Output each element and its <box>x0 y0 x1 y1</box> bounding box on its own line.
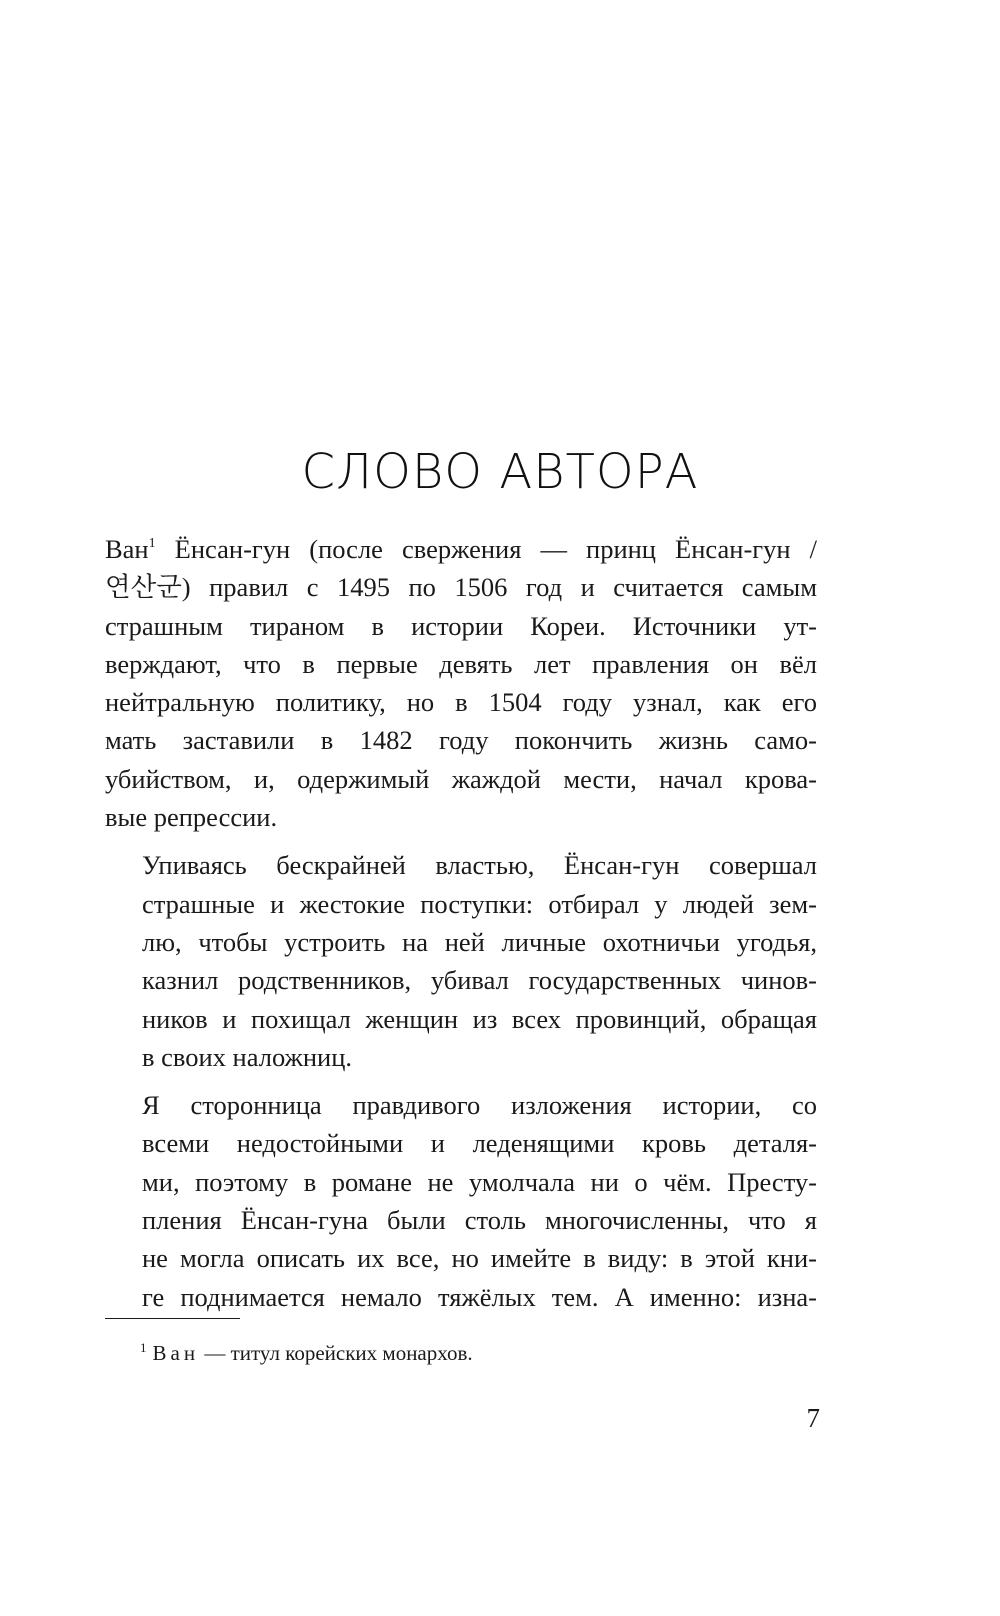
text-line: нейтральную политику, но в 1504 году узнал, как его <box>105 687 817 718</box>
text-line: ми, поэтому в романе не умолчала ни о чём. Престу- <box>142 1166 817 1197</box>
chapter-title: СЛОВО АВТОРА <box>301 444 699 500</box>
text-line: в своих наложниц. <box>142 1041 353 1072</box>
text-line: страшные и жестокие поступки: отбирал у людей зем- <box>142 888 817 919</box>
paragraph <box>105 530 817 836</box>
footnote-text: — титул корейских монархов. <box>199 1341 473 1365</box>
paragraph <box>105 1086 817 1316</box>
text-line: верждают, что в первые девять лет правления он вёл <box>105 648 817 679</box>
text-line: мать заставили в 1482 году покончить жизнь само- <box>105 725 817 756</box>
text-line: Ван$^1$ Ёнсан-гун (после свержения — принц Ёнсан-гун / <box>105 534 817 564</box>
body-text <box>105 530 817 1316</box>
text-line: страшным тираном в истории Кореи. Источники ут- <box>105 610 817 641</box>
footnote-divider <box>105 1318 240 1319</box>
text-line: вые репрессии. <box>105 802 278 833</box>
footnote-reference[interactable]: 1 <box>148 536 156 551</box>
text-line: Упиваясь бескрайней властью, Ёнсан-гун совершал <box>142 850 817 881</box>
text-line: Я сторонница правдивого изложения истории, со <box>142 1090 817 1121</box>
text-line: ников и похищал женщин из всех провинций, обращая <box>142 1003 817 1034</box>
text-line: казнил родственников, убивал государственных чинов- <box>142 965 817 996</box>
paragraph <box>105 846 817 1076</box>
text-line: лю, чтобы устроить на ней личные охотничьи угодья, <box>142 926 817 957</box>
text-line: не могла описать их все, но имейте в виду: в этой кни- <box>142 1243 817 1274</box>
text-line: всеми недостойными и леденящими кровь деталя- <box>142 1128 817 1159</box>
text-line: убийством, и, одержимый жаждой мести, начал крова- <box>105 763 817 794</box>
text-line: ге поднимается немало тяжёлых тем. А именно: изна- <box>142 1281 817 1312</box>
footnote <box>140 1338 473 1368</box>
footnote-marker: 1 <box>140 1340 147 1355</box>
page-number: 7 <box>806 1403 820 1433</box>
text-line: 연산군) правил с 1495 по 1506 год и считается самым <box>105 572 817 603</box>
footnote-term: Ван <box>152 1341 200 1365</box>
text-line: пления Ёнсан-гуна были столь многочисленны, что я <box>142 1205 817 1236</box>
